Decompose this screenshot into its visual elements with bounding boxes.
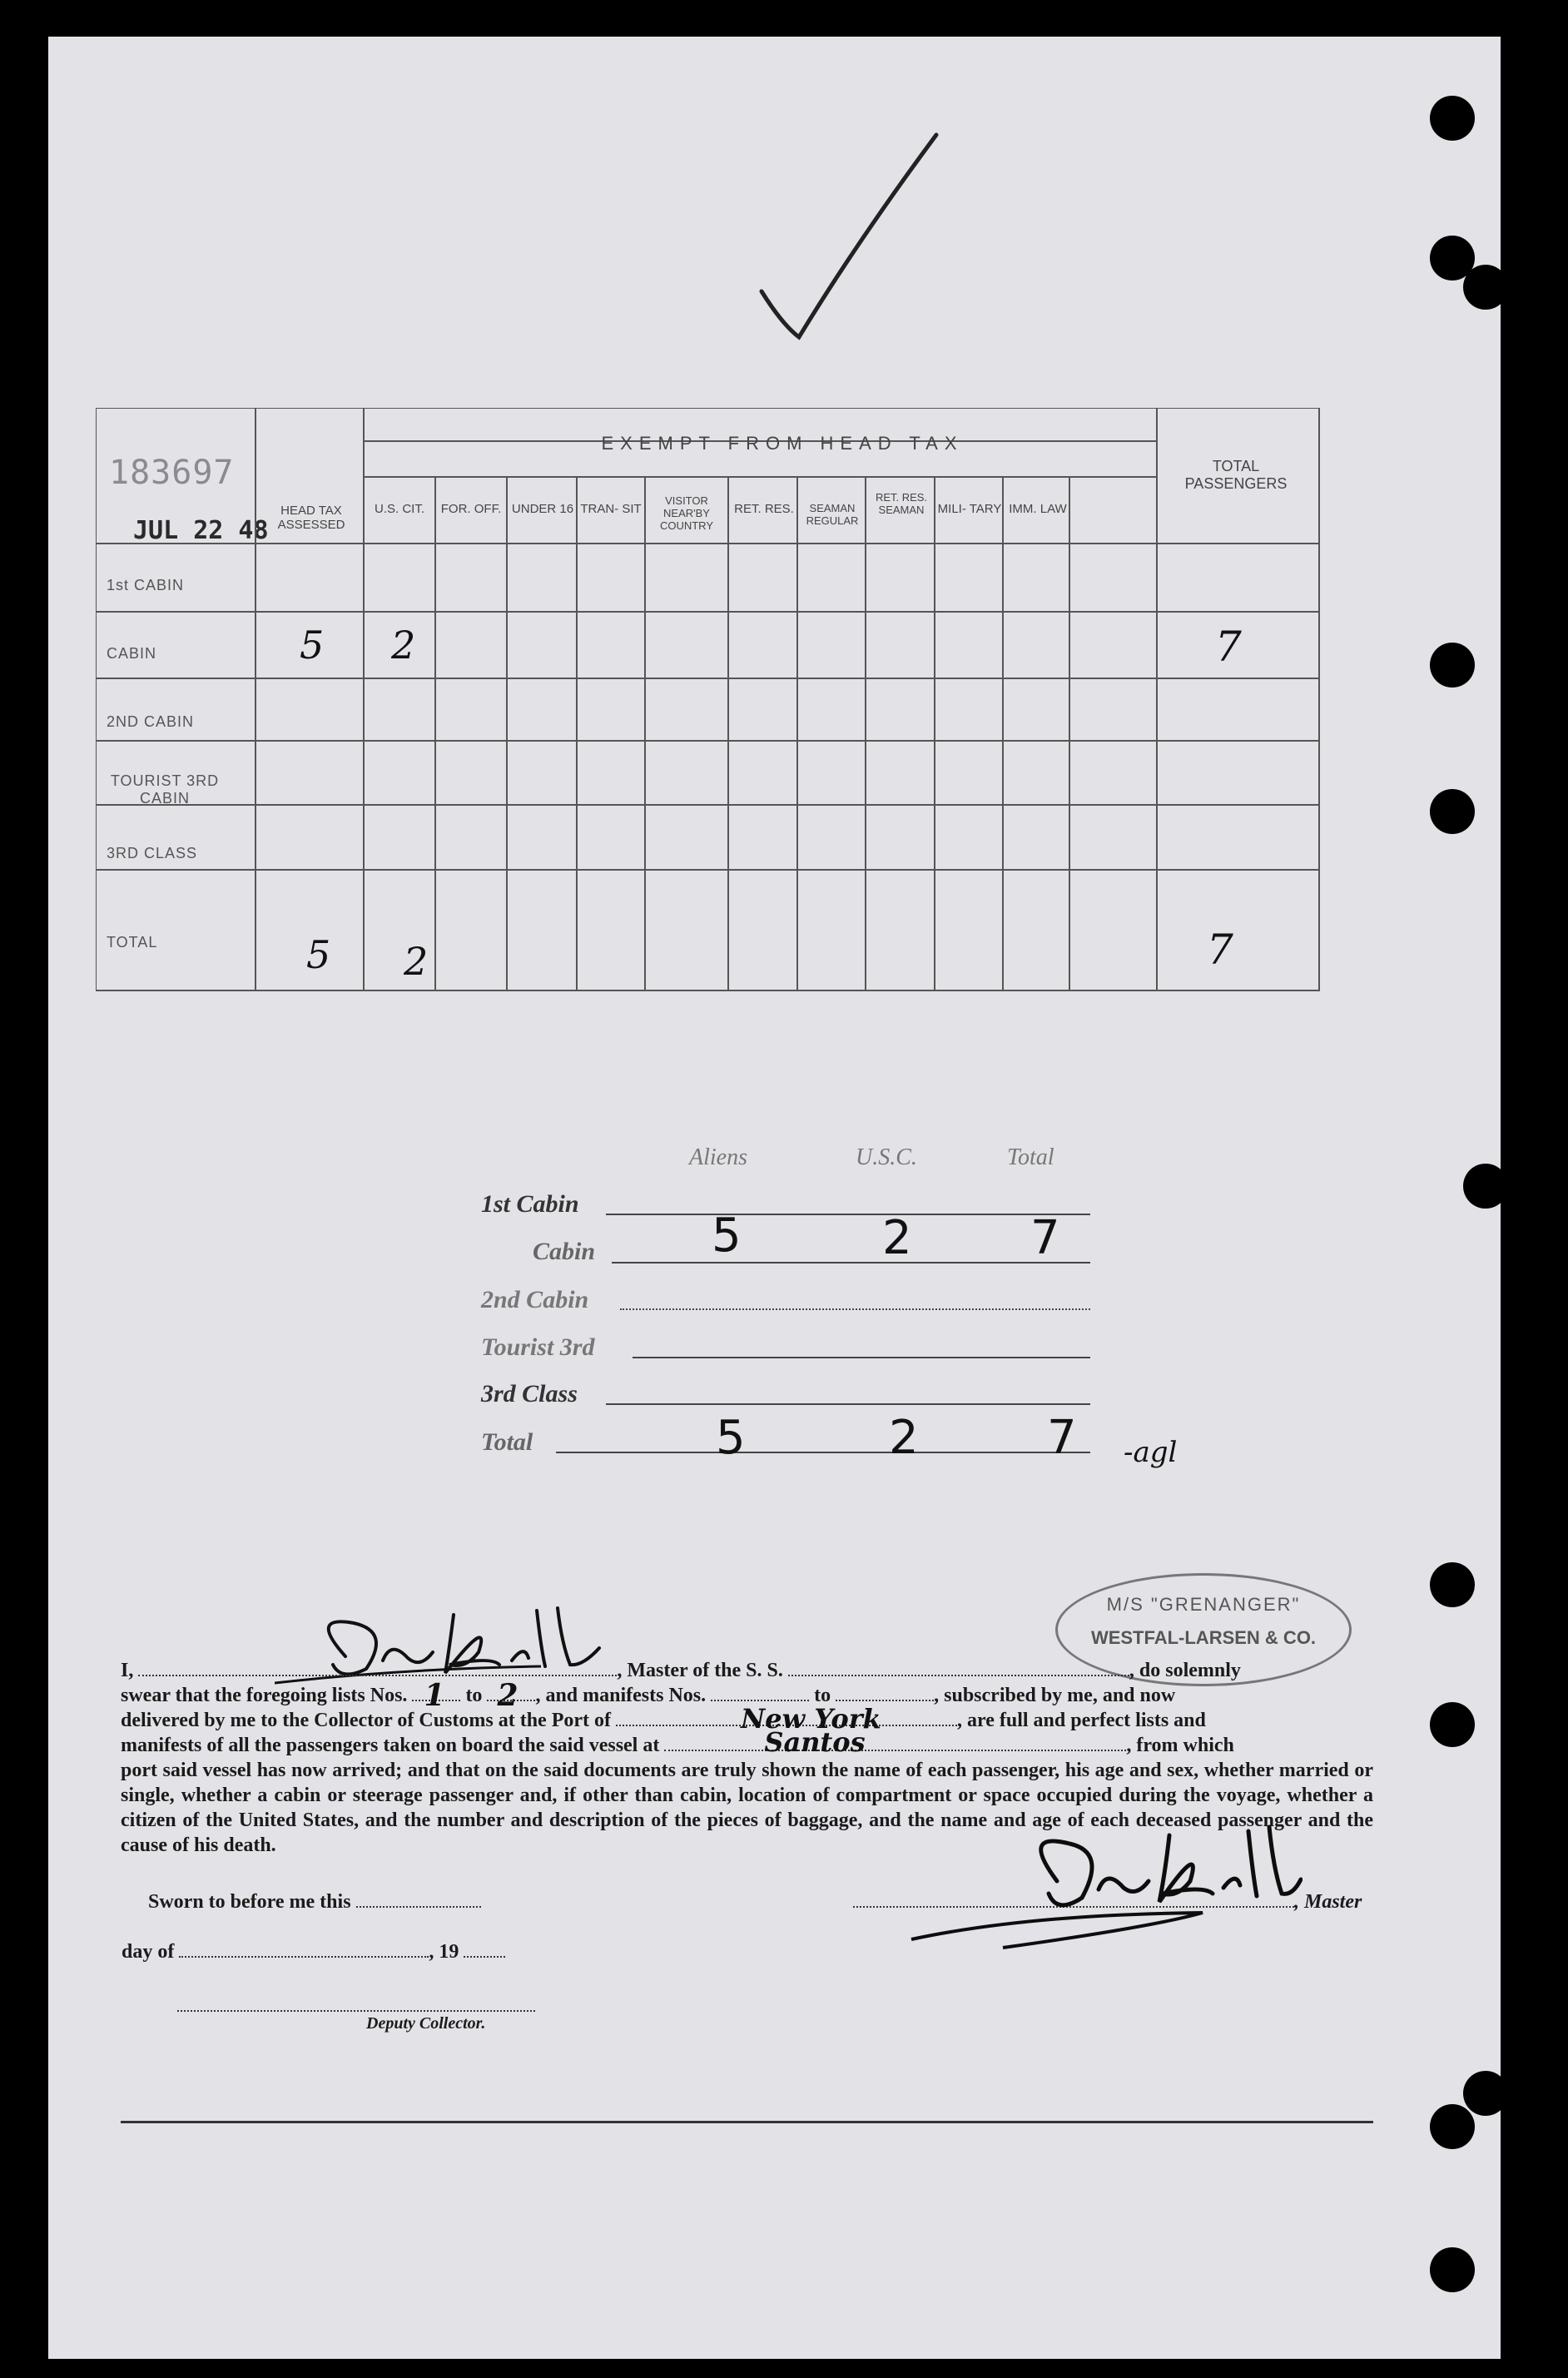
oath-text: , Master of the S. S.	[617, 1660, 783, 1681]
check-mark-icon	[749, 125, 949, 358]
oath-text: to	[814, 1685, 831, 1706]
oath-text: Sworn to before me this	[148, 1891, 351, 1913]
punch-hole	[1430, 96, 1475, 141]
summary-total-cabin: 7	[1030, 1211, 1060, 1265]
grid-cell-value: 2	[404, 939, 429, 984]
header-imm-law: IMM. LAW	[1009, 502, 1067, 516]
oath-text: , do solemnly	[1129, 1660, 1241, 1681]
oath-text: day of	[122, 1941, 175, 1963]
summary-row-line	[620, 1308, 1090, 1310]
summary-row-line	[633, 1357, 1090, 1358]
punch-hole	[1430, 1702, 1475, 1747]
summary-row-line	[606, 1403, 1090, 1405]
origin-port-field	[664, 1726, 1126, 1758]
punch-hole	[1430, 2104, 1475, 2149]
oath-text: delivered by me to the Collector of Customs at the Port of	[121, 1710, 611, 1731]
grid-cell-value: 2	[391, 623, 416, 668]
row-label: TOURIST 3RD CABIN	[110, 772, 220, 807]
summary-usc-cabin: 2	[882, 1211, 912, 1265]
ship-name-field	[788, 1675, 1129, 1676]
day-field	[179, 1956, 429, 1958]
grid-cell-value: 5	[300, 623, 325, 668]
punch-hole	[1463, 2071, 1508, 2116]
oath-text: , Master	[1294, 1891, 1362, 1913]
header-ret-res: RET. RES.	[734, 502, 794, 516]
list-to-value: 2	[497, 1678, 519, 1713]
stamp-line-2: WESTFAL-LARSEN & CO.	[1090, 1627, 1317, 1648]
oath-text: , are full and perfect lists and	[956, 1710, 1206, 1731]
summary-row-label: Tourist 3rd	[481, 1333, 595, 1361]
header-ret-res-seaman: RET. RES. SEAMAN	[875, 491, 928, 516]
oath-text: I,	[121, 1660, 134, 1681]
row-label: 3RD CLASS	[107, 845, 198, 861]
grid-cell-value: 7	[1207, 926, 1233, 974]
summary-row-label: 2nd Cabin	[481, 1286, 589, 1313]
origin-port-value: Santos	[764, 1726, 866, 1758]
oath-text: , and manifests Nos.	[535, 1685, 707, 1706]
punch-hole	[1430, 1562, 1475, 1607]
list-to-field	[487, 1678, 535, 1713]
summary-row-label: 3rd Class	[481, 1380, 578, 1407]
oath-line-4	[121, 1726, 1373, 1758]
summary-total-total: 7	[1047, 1411, 1077, 1465]
header-total-passengers: TOTAL PASSENGERS	[1184, 458, 1288, 492]
punch-hole	[1463, 1164, 1508, 1209]
header-for-off: FOR. OFF.	[440, 502, 502, 516]
header-head-tax: HEAD TAX ASSESSED	[277, 504, 345, 532]
summary-row-label: Total	[481, 1428, 533, 1456]
oath-text: , 19	[429, 1941, 459, 1963]
oath-body: port said vessel has now arrived; and that on the said documents are truly shown the name of each passenger, his age and sex, whether married or single, whether a cabin or steerage passenger and, if other than cabin, location of compartment or space occupied during the voyage, whether a citizen of the United States, and the number and description of the pieces of baggage, and the name and age of each deceased passenger and the cause of his death.	[121, 1760, 1373, 1856]
oath-text: manifests of all the passengers taken on board the said vessel at	[121, 1735, 660, 1756]
oath-line-1	[121, 1658, 1373, 1683]
sworn-date-field	[356, 1906, 481, 1908]
manifest-from-field	[711, 1700, 809, 1701]
summary-row-label: 1st Cabin	[481, 1190, 579, 1218]
punch-hole	[1430, 643, 1475, 688]
header-military: MILI- TARY	[937, 502, 1002, 516]
master-signature-icon	[903, 1815, 1303, 1956]
summary-row-line	[556, 1452, 1090, 1453]
row-label: TOTAL	[107, 934, 158, 951]
summary-aliens-total: 5	[716, 1411, 746, 1465]
manifest-to-field	[836, 1700, 934, 1701]
header-under-16: UNDER 16	[511, 502, 574, 516]
summary-header-aliens: Aliens	[689, 1144, 747, 1170]
list-from-field	[412, 1678, 460, 1713]
row-label: 1st CABIN	[107, 577, 185, 593]
header-transit: TRAN- SIT	[580, 502, 642, 516]
summary-row-label: Cabin	[533, 1238, 596, 1265]
stamp-date: JUL 22 48	[133, 516, 269, 545]
summary-header-total: Total	[1007, 1144, 1054, 1170]
row-label: CABIN	[107, 645, 157, 662]
year-field	[464, 1956, 505, 1958]
deputy-signature-line	[177, 2010, 535, 2012]
header-seaman-regular: SEAMAN REGULAR	[806, 502, 859, 527]
summary-header-usc: U.S.C.	[856, 1144, 917, 1170]
master-name-field	[138, 1675, 617, 1676]
oath-line-3	[121, 1703, 1373, 1735]
list-from-value: 1	[424, 1678, 445, 1713]
stamp-line-1: M/S "GRENANGER"	[1106, 1594, 1301, 1615]
oath-text: , from which	[1126, 1735, 1234, 1756]
stamp-number: 183697	[109, 454, 235, 492]
oath-text: swear that the foregoing lists Nos.	[121, 1685, 408, 1706]
summary-initials: -agl	[1124, 1436, 1178, 1469]
bottom-rule	[121, 2121, 1373, 2123]
sworn-line	[148, 1891, 481, 1914]
oath-text: to	[465, 1685, 483, 1706]
port-value: New York	[740, 1703, 881, 1735]
grid-cell-value: 7	[1215, 623, 1242, 671]
day-of-line	[122, 1941, 505, 1963]
row-label: 2ND CABIN	[107, 713, 195, 730]
summary-aliens-cabin: 5	[712, 1209, 742, 1263]
oath-text: , subscribed by me, and now	[934, 1685, 1176, 1706]
punch-hole	[1430, 2247, 1475, 2292]
summary-row-line	[612, 1262, 1090, 1263]
summary-usc-total: 2	[889, 1411, 919, 1465]
header-visitor: VISITOR NEAR'BY COUNTRY	[659, 494, 714, 532]
deputy-collector-label: Deputy Collector.	[366, 2014, 486, 2033]
header-us-cit: U.S. CIT.	[374, 502, 424, 516]
summary-row-line	[606, 1214, 1090, 1215]
punch-hole	[1430, 789, 1475, 834]
punch-hole	[1463, 265, 1508, 310]
grid-cell-value: 5	[306, 932, 331, 977]
exempt-header: EXEMPT FROM HEAD TAX	[601, 433, 964, 454]
